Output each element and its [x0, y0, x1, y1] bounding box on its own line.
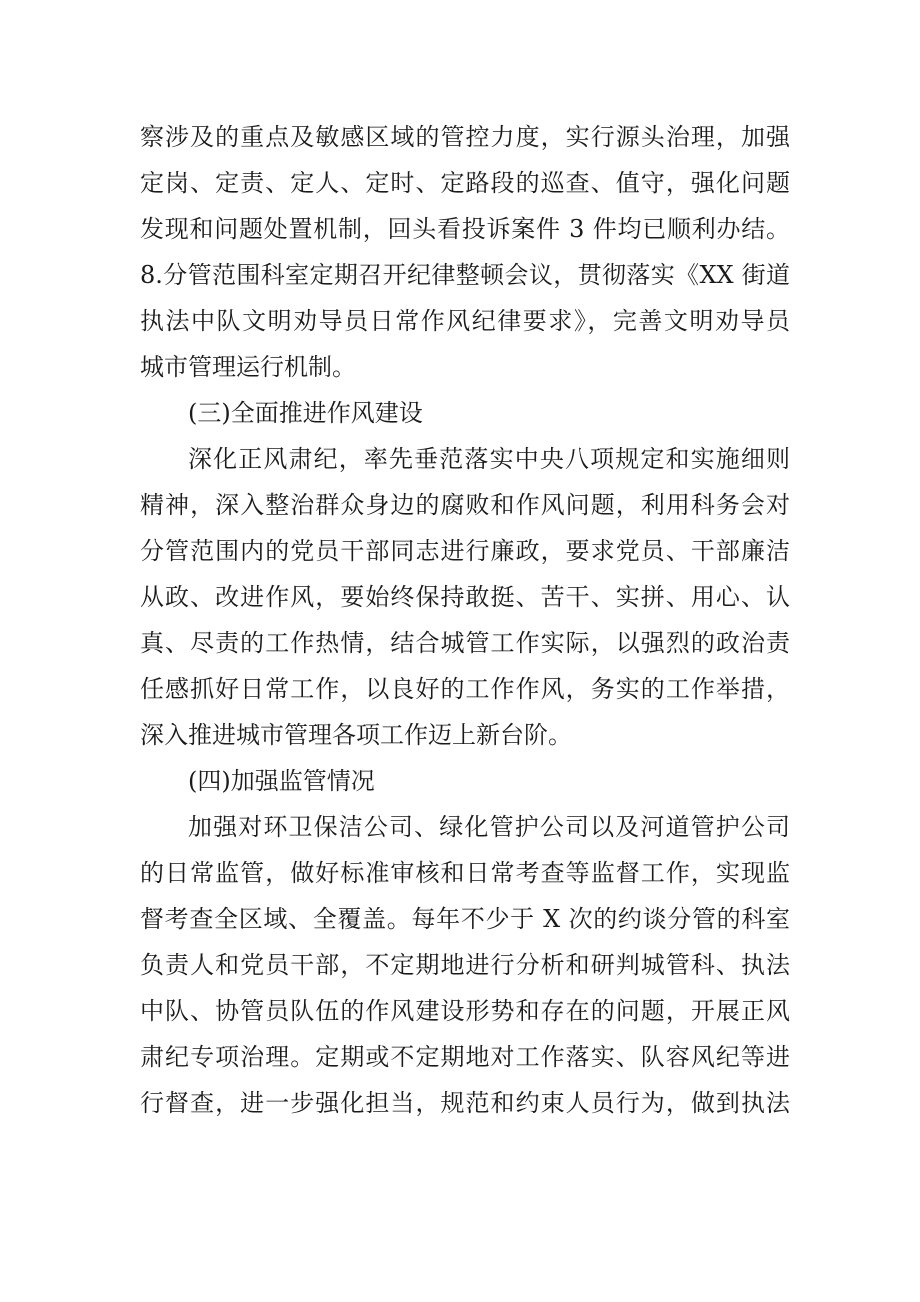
- body-line: 深化正风肃纪，率先垂范落实中央八项规定和实施细则: [188, 445, 790, 473]
- body-line: 的日常监管，做好标准审核和日常考查等监督工作，实现监: [140, 859, 790, 887]
- body-line: 执法中队文明劝导员日常作风纪律要求》，完善文明劝导员: [140, 307, 790, 335]
- body-line: 肃纪专项治理。定期或不定期地对工作落实、队容风纪等进: [140, 1043, 790, 1071]
- body-line: 从政、改进作风，要始终保持敢挺、苦干、实拼、用心、认: [140, 583, 790, 611]
- body-line: 加强对环卫保洁公司、绿化管护公司以及河道管护公司: [188, 813, 790, 841]
- body-line: 督考查全区域、全覆盖。每年不少于 X 次的约谈分管的科室: [140, 905, 790, 933]
- body-line: 深入推进城市管理各项工作迈上新台阶。: [140, 721, 572, 749]
- section-heading: (四)加强监管情况: [188, 767, 375, 795]
- body-line: 中队、协管员队伍的作风建设形势和存在的问题，开展正风: [140, 997, 790, 1025]
- body-line: 真、尽责的工作热情，结合城管工作实际，以强烈的政治责: [140, 629, 790, 657]
- body-line: 发现和问题处置机制，回头看投诉案件 3 件均已顺利办结。: [140, 215, 790, 243]
- body-line: 察涉及的重点及敏感区域的管控力度，实行源头治理，加强: [140, 123, 790, 151]
- body-line: 定岗、定责、定人、定时、定路段的巡查、值守，强化问题: [140, 169, 790, 197]
- body-line: 行督查，进一步强化担当，规范和约束人员行为，做到执法: [140, 1089, 790, 1117]
- body-line: 负责人和党员干部，不定期地进行分析和研判城管科、执法: [140, 951, 790, 979]
- body-line: 城市管理运行机制。: [140, 353, 356, 381]
- body-line: 8.分管范围科室定期召开纪律整顿会议，贯彻落实《XX 街道: [140, 261, 790, 289]
- body-line: 任感抓好日常工作，以良好的工作作风，务实的工作举措，: [140, 675, 790, 703]
- body-line: 分管范围内的党员干部同志进行廉政，要求党员、干部廉洁: [140, 537, 790, 565]
- section-heading: (三)全面推进作风建设: [188, 399, 423, 427]
- body-line: 精神，深入整治群众身边的腐败和作风问题，利用科务会对: [140, 491, 790, 519]
